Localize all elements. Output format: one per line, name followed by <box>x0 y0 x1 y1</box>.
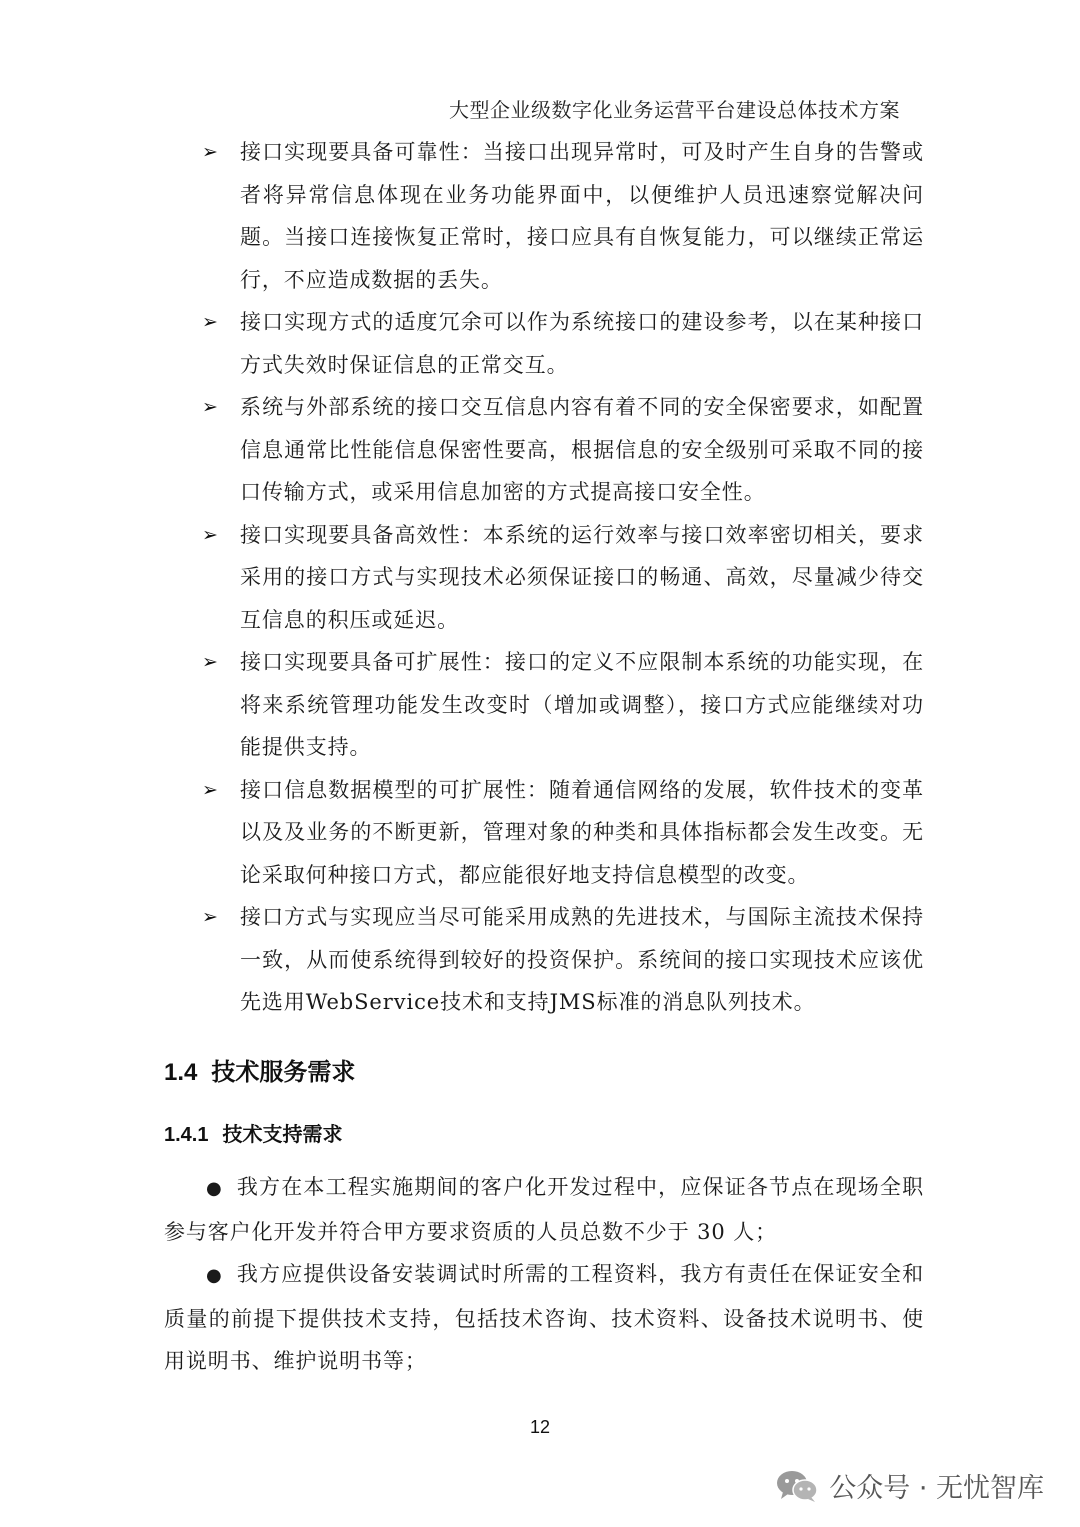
list-item-text: 接口方式与实现应当尽可能采用成熟的先进技术，与国际主流技术保持一致，从而使系统得到较好的投资保护。系统间的接口实现技术应该优先选用WebService技术和支持JMS标准的消息队列技术。 <box>240 905 924 1014</box>
list-item-text: 接口信息数据模型的可扩展性：随着通信网络的发展，软件技术的变革以及及业务的不断更新，管理对象的种类和具体指标都会发生改变。无论采取何种接口方式，都应能很好地支持信息模型的改变。 <box>240 777 924 887</box>
list-item-text: 我方应提供设备安装调试时所需的工程资料，我方有责任在保证安全和质量的前提下提供技术支持，包括技术咨询、技术资料、设备技术说明书、使用说明书、维护说明书等； <box>164 1262 924 1373</box>
list-item <box>164 896 924 1024</box>
list-item-text: 接口实现要具备高效性：本系统的运行效率与接口效率密切相关，要求采用的接口方式与实现技术必须保证接口的畅通、高效，尽量减少待交互信息的积压或延迟。 <box>240 522 924 632</box>
watermark <box>775 1466 1044 1505</box>
page-number: 12 <box>529 1417 551 1437</box>
list-item <box>164 1253 924 1383</box>
arrow-bullet-icon: ➢ <box>202 311 218 333</box>
list-item-text: 我方在本工程实施期间的客户化开发过程中，应保证各节点在现场全职参与客户化开发并符合甲方要求资质的人员总数不少于 30 人； <box>164 1175 924 1244</box>
list-item <box>164 641 924 769</box>
dot-bullet-icon: ● <box>206 1265 223 1286</box>
list-item-text: 系统与外部系统的接口交互信息内容有着不同的安全保密要求，如配置信息通常比性能信息保密性要高，根据信息的安全级别可采取不同的接口传输方式，或采用信息加密的方式提高接口安全性。 <box>240 395 924 504</box>
support-bullet-list <box>164 1166 924 1383</box>
watermark-text: 公众号 · 无忧智库 <box>829 1473 1044 1504</box>
list-item-text: 接口实现方式的适度冗余可以作为系统接口的建设参考，以在某种接口方式失效时保证信息的正常交互。 <box>240 310 924 377</box>
wechat-icon <box>775 1469 819 1503</box>
arrow-bullet-icon: ➢ <box>202 523 218 546</box>
list-item <box>164 301 924 386</box>
list-item <box>164 1166 924 1253</box>
arrow-bullet-icon: ➢ <box>202 396 218 418</box>
subsection-heading <box>164 1118 342 1147</box>
arrow-bullet-icon: ➢ <box>202 778 218 801</box>
arrow-bullet-icon: ➢ <box>202 906 218 928</box>
arrow-bullet-icon: ➢ <box>202 141 218 163</box>
list-item <box>164 386 924 514</box>
dot-bullet-icon: ● <box>206 1178 223 1199</box>
document-header-title: 大型企业级数字化业务运营平台建设总体技术方案 <box>449 98 900 122</box>
requirement-bullet-list <box>164 131 924 1024</box>
list-item <box>164 131 924 301</box>
list-item <box>164 769 924 897</box>
arrow-bullet-icon: ➢ <box>202 651 218 673</box>
list-item-text: 接口实现要具备可扩展性：接口的定义不应限制本系统的功能实现，在将来系统管理功能发生改变时（增加或调整），接口方式应能继续对功能提供支持。 <box>240 650 924 759</box>
subsection-number: 1.4.1 <box>164 1124 209 1146</box>
list-item-text: 接口实现要具备可靠性：当接口出现异常时，可及时产生自身的告警或者将异常信息体现在业务功能界面中，以便维护人员迅速察觉解决问题。当接口连接恢复正常时，接口应具有自恢复能力，可以继续正常运行，不应造成数据的丢失。 <box>240 140 924 292</box>
list-item <box>164 514 924 642</box>
section-title: 技术服务需求 <box>211 1059 356 1086</box>
section-number: 1.4 <box>164 1059 198 1086</box>
section-heading <box>164 1052 355 1087</box>
subsection-title: 技术支持需求 <box>222 1124 343 1146</box>
